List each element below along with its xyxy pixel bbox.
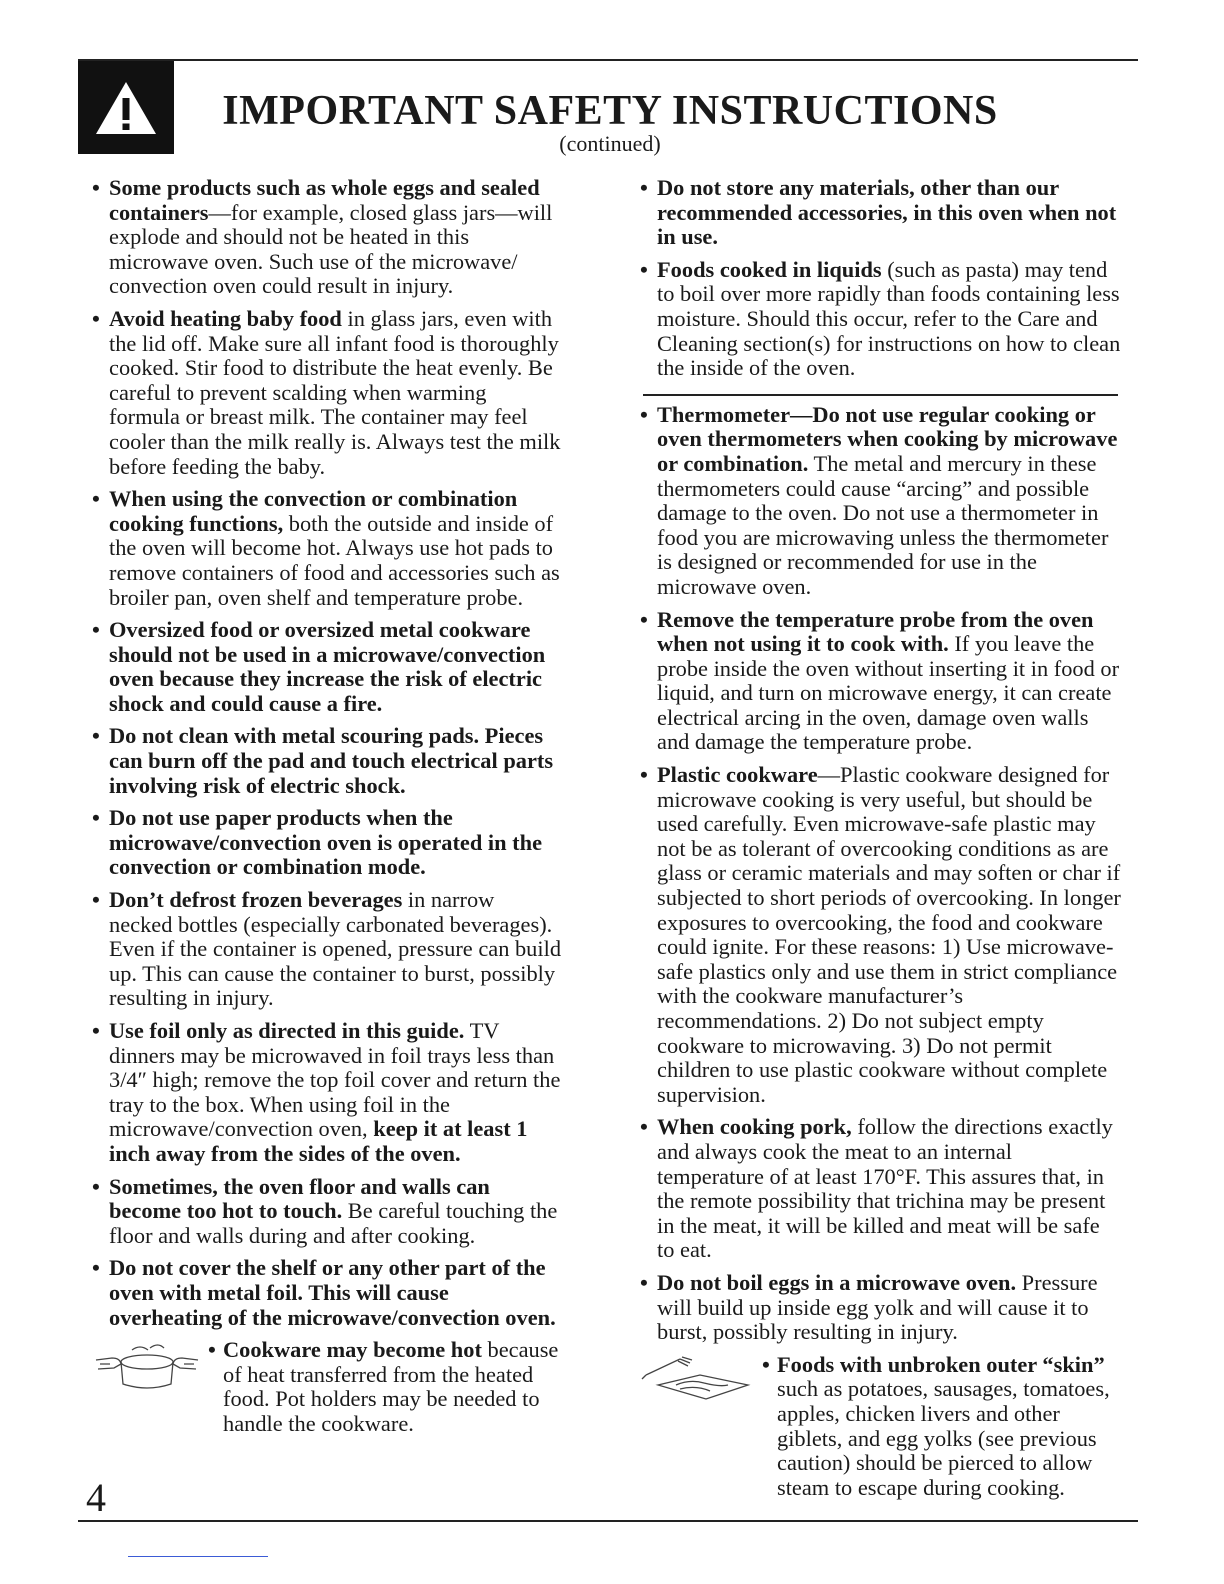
instruction-item: • Avoid heating baby food in glass jars, even with the lid off. Make sure all infant food is thoroughly cooked. Stir food to distribute the heat evenly. Be careful to prevent scalding when warming formula or breast milk. The container may feel cooler than the milk really is. Always test the milk before feeding the baby.: [92, 305, 561, 479]
instruction-item: • Do not cover the shelf or any other part of the oven with metal foil. This will cause overheating of the microwave/convection oven.: [92, 1255, 556, 1330]
illustrated-text: • Cookware may become hot because of heat transferred from the heated food. Pot holders may be needed to handle the cookware.: [208, 1337, 559, 1436]
instruction-item: • Do not use paper products when the microwave/convection oven is operated in the convection or combination mode.: [92, 805, 543, 880]
illustrated-text: • Foods with unbroken outer “skin” such as potatoes, sausages, tomatoes, apples, chicken livers and other giblets, and egg yolks (see previous caution) should be pierced to allow steam to escape during cooking.: [762, 1351, 1110, 1500]
right-column: [640, 176, 1122, 1500]
top-rule: [78, 59, 1138, 61]
pot-with-hands-icon: [92, 1340, 202, 1396]
instruction-item: • Do not clean with metal scouring pads. Pieces can burn off the pad and touch electrical parts involving risk of electric shock.: [92, 723, 554, 798]
bottom-rule: [78, 1520, 1138, 1522]
instruction-item: • Thermometer—Do not use regular cooking or oven thermometers when cooking by microwave or combination. The metal and mercury in these thermometers could cause “arcing” and possible damage to the oven. Do not use a thermometer in food you are microwaving unless the thermometer is designed or recommended for use in the microwave oven.: [640, 401, 1118, 599]
warning-box: [78, 61, 174, 154]
instruction-item: • Oversized food or oversized metal cookware should not be used in a microwave/convection oven because they increase the risk of electric shock and could cause a fire.: [92, 617, 546, 716]
instruction-item: • Don’t defrost frozen beverages in narrow necked bottles (especially carbonated beverages). Even if the container is opened, pressure can build up. This can cause the container to burst, possibly resulting in injury.: [92, 887, 562, 1011]
warning-triangle-icon: [94, 79, 158, 137]
page-number: 4: [86, 1475, 106, 1520]
page-subtitle: (continued): [559, 131, 661, 156]
instruction-item: • Sometimes, the oven floor and walls can become too hot to touch. Be careful touching the floor and walls during and after cooking.: [92, 1173, 558, 1248]
instruction-item: • Use foil only as directed in this guide. TV dinners may be microwaved in foil trays less than 3/4″ high; remove the top foil cover and return the tray to the box. When using foil in the microwave/convection oven, keep it at least 1 inch away from the sides of the oven.: [92, 1018, 561, 1166]
section-divider-rule: [643, 394, 1118, 396]
instruction-item: • Foods cooked in liquids (such as pasta) may tend to boil over more rapidly than foods containing less moisture. Should this occur, refer to the Care and Cleaning section(s) for instructions on how to clean the inside of the oven.: [640, 256, 1121, 381]
illustrated-instruction: [640, 1353, 1122, 1501]
illustrated-instruction: [92, 1338, 562, 1436]
instruction-item: • Do not store any materials, other than our recommended accessories, in this oven when not in use.: [640, 175, 1117, 250]
instruction-item: • Some products such as whole eggs and sealed containers—for example, closed glass jars—will explode and should not be heated in this microwave oven. Such use of the microwave/ convection oven could result in injury.: [92, 175, 553, 299]
footer-link-underline: [128, 1556, 268, 1557]
page-title: IMPORTANT SAFETY INSTRUCTIONS: [222, 88, 998, 134]
instruction-item: • Plastic cookware—Plastic cookware designed for microwave cooking is very useful, but should be used carefully. Even microwave-safe plastic may not be as tolerant of overcooking conditions as are glass or ceramic materials and may soften or char if subjected to short periods of overcooking. In longer exposures to overcooking, the food and cookware could ignite. For these reasons: 1) Use microwave-safe plastics only and use them in strict compliance with the cookware manufacturer’s recommendations. 2) Do not subject empty cookware to microwaving. 3) Do not permit children to use plastic cookware without complete supervision.: [640, 762, 1121, 1107]
instruction-item: • Remove the temperature probe from the oven when not using it to cook with. If you leave the probe inside the oven without inserting it in food or liquid, and turn on microwave energy, it can create electrical arcing in the oven, damage oven walls and damage the temperature probe.: [640, 606, 1120, 755]
instruction-item: • When cooking pork, follow the directions exactly and always cook the meat to an internal temperature of at least 170°F. This assures that, in the remote possibility that trichina may be present in the meat, it will be killed and meat will be safe to eat.: [640, 1114, 1113, 1263]
instruction-item: • When using the convection or combination cooking functions, both the outside and inside of the oven will become hot. Always use hot pads to remove containers of food and accessories such as broiler pan, oven shelf and temperature probe.: [92, 486, 560, 610]
instruction-item: • Do not boil eggs in a microwave oven. Pressure will build up inside egg yolk and will cause it to burst, possibly resulting in injury.: [640, 1269, 1098, 1345]
fork-piercing-food-icon: [640, 1355, 756, 1407]
left-column: [92, 176, 562, 1437]
